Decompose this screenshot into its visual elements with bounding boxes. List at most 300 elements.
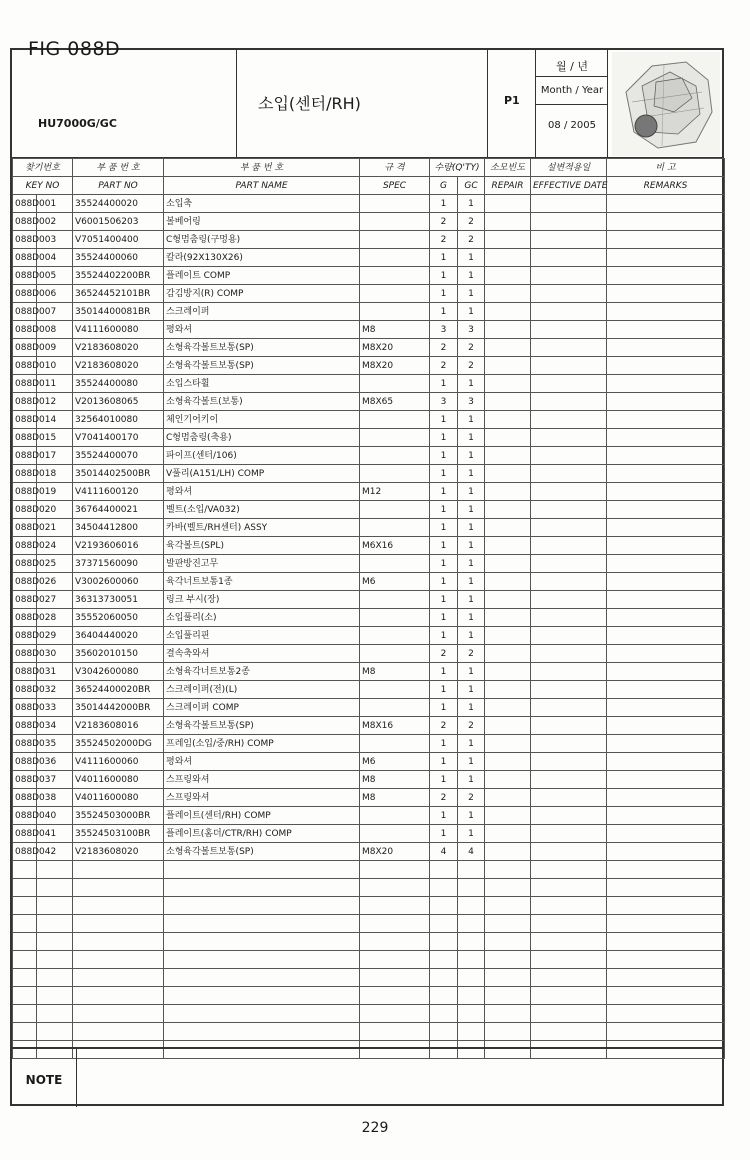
note-label: NOTE	[12, 1049, 77, 1107]
key-no-cell: 014	[37, 411, 73, 429]
qty-g-cell: 1	[430, 825, 458, 843]
table-row	[13, 393, 725, 411]
spec-cell	[360, 447, 430, 465]
spec-cell	[360, 699, 430, 717]
table-row	[13, 267, 725, 285]
key-no-cell: 010	[37, 357, 73, 375]
table-row	[13, 321, 725, 339]
effective-date-header: 설변적용일	[531, 159, 607, 177]
part-no-header-english: PART NO	[73, 177, 164, 195]
figure-code-cell: 088D	[13, 519, 37, 537]
qty-gc-cell: 1	[458, 699, 485, 717]
part-no-cell: 36524400020BR	[73, 681, 164, 699]
remarks-cell	[607, 213, 725, 231]
figure-code-cell: 088D	[13, 843, 37, 861]
key-no-cell: 004	[37, 249, 73, 267]
key-no-cell: 019	[37, 483, 73, 501]
spec-cell	[360, 609, 430, 627]
figure-code-cell: 088D	[13, 699, 37, 717]
page-title: 소입(센터/RH)	[258, 94, 361, 113]
part-name-header: 부 품 번 호	[164, 159, 360, 177]
qty-gc-cell: 2	[458, 789, 485, 807]
effective-date-cell	[531, 375, 607, 393]
repair-cell	[485, 267, 531, 285]
part-name-cell	[164, 951, 360, 969]
parts-table-wrapper	[12, 158, 724, 1059]
key-no-cell: 006	[37, 285, 73, 303]
part-name-cell: 링크 부시(장)	[164, 591, 360, 609]
qty-gc-cell: 1	[458, 375, 485, 393]
part-name-cell: 체인기어키이	[164, 411, 360, 429]
effective-date-cell	[531, 357, 607, 375]
key-no-cell	[37, 897, 73, 915]
part-name-cell: 플레이트(센터/RH) COMP	[164, 807, 360, 825]
remarks-cell	[607, 195, 725, 213]
remarks-cell	[607, 969, 725, 987]
effective-date-cell	[531, 393, 607, 411]
qty-gc-cell: 2	[458, 717, 485, 735]
key-no-cell: 028	[37, 609, 73, 627]
repair-cell	[485, 951, 531, 969]
effective-date-cell	[531, 879, 607, 897]
key-no-cell	[37, 969, 73, 987]
spec-cell	[360, 555, 430, 573]
repair-cell	[485, 663, 531, 681]
key-no-cell: 012	[37, 393, 73, 411]
part-name-cell: 파이프(센터/106)	[164, 447, 360, 465]
note-box	[12, 1047, 724, 1107]
part-no-cell: 35524400060	[73, 249, 164, 267]
qty-g-cell: 2	[430, 357, 458, 375]
qty-g-cell: 2	[430, 231, 458, 249]
part-no-cell: 36524452101BR	[73, 285, 164, 303]
key-header: 찾기번호	[13, 159, 73, 177]
part-no-cell: 35524400070	[73, 447, 164, 465]
part-no-cell: V3042600080	[73, 663, 164, 681]
repair-cell	[485, 375, 531, 393]
figure-code-cell	[13, 1023, 37, 1041]
spec-cell	[360, 951, 430, 969]
repair-cell	[485, 213, 531, 231]
part-name-cell: 평와셔	[164, 483, 360, 501]
key-no-cell: 011	[37, 375, 73, 393]
key-no-cell: 002	[37, 213, 73, 231]
effective-date-cell	[531, 411, 607, 429]
figure-code-cell: 088D	[13, 267, 37, 285]
key-no-cell	[37, 861, 73, 879]
spec-cell	[360, 627, 430, 645]
qty-gc-cell: 1	[458, 303, 485, 321]
qty-gc-cell: 2	[458, 645, 485, 663]
parts-table-body	[13, 195, 725, 1059]
spec-header-english: SPEC	[360, 177, 430, 195]
remarks-cell	[607, 321, 725, 339]
qty-gc-cell: 1	[458, 195, 485, 213]
figure-code-cell: 088D	[13, 627, 37, 645]
remarks-cell	[607, 825, 725, 843]
effective-date-cell	[531, 285, 607, 303]
remarks-cell	[607, 681, 725, 699]
effective-date-cell	[531, 843, 607, 861]
effective-date-cell	[531, 609, 607, 627]
figure-code-cell: 088D	[13, 789, 37, 807]
table-row	[13, 1023, 725, 1041]
part-name-cell: 소형육각볼트보통(SP)	[164, 339, 360, 357]
repair-cell	[485, 1005, 531, 1023]
spec-cell	[360, 807, 430, 825]
repair-cell	[485, 357, 531, 375]
part-no-cell: V7051400400	[73, 231, 164, 249]
part-no-cell: 35524400080	[73, 375, 164, 393]
effective-date-cell	[531, 429, 607, 447]
divider	[536, 76, 608, 77]
spec-cell	[360, 681, 430, 699]
date-value: 08 / 2005	[548, 120, 596, 131]
effective-date-cell	[531, 789, 607, 807]
table-row	[13, 681, 725, 699]
part-no-cell: 35524502000DG	[73, 735, 164, 753]
repair-cell	[485, 501, 531, 519]
qty-gc-cell: 1	[458, 429, 485, 447]
qty-gc-cell: 1	[458, 537, 485, 555]
part-no-cell: 36404440020	[73, 627, 164, 645]
part-name-cell: 스크레이퍼(전)(L)	[164, 681, 360, 699]
qty-g-cell: 1	[430, 735, 458, 753]
key-no-cell	[37, 1023, 73, 1041]
key-no-cell: 034	[37, 717, 73, 735]
spec-cell	[360, 897, 430, 915]
repair-cell	[485, 807, 531, 825]
remarks-cell	[607, 789, 725, 807]
key-no-cell: 037	[37, 771, 73, 789]
table-row	[13, 339, 725, 357]
qty-g-cell	[430, 1023, 458, 1041]
part-name-cell: 칼라(92X130X26)	[164, 249, 360, 267]
spec-cell: M8	[360, 663, 430, 681]
spec-cell	[360, 249, 430, 267]
part-name-cell: 카바(벨트/RH센터) ASSY	[164, 519, 360, 537]
repair-cell	[485, 681, 531, 699]
header-row-english	[13, 177, 725, 195]
part-name-cell: 발판방진고무	[164, 555, 360, 573]
repair-cell	[485, 879, 531, 897]
remarks-cell	[607, 897, 725, 915]
spec-cell: M8	[360, 789, 430, 807]
effective-date-cell	[531, 447, 607, 465]
part-name-cell: 소입풀리(소)	[164, 609, 360, 627]
spec-cell	[360, 915, 430, 933]
qty-g-cell	[430, 861, 458, 879]
spec-cell	[360, 987, 430, 1005]
qty-g-cell: 1	[430, 807, 458, 825]
part-name-cell: 육각너트보통1종	[164, 573, 360, 591]
figure-code-cell: 088D	[13, 825, 37, 843]
effective-date-cell	[531, 555, 607, 573]
qty-g-cell: 1	[430, 411, 458, 429]
divider	[536, 104, 608, 105]
qty-gc-cell	[458, 861, 485, 879]
effective-date-cell	[531, 915, 607, 933]
part-name-cell: 감김방지(R) COMP	[164, 285, 360, 303]
qty-g-cell: 1	[430, 591, 458, 609]
spec-cell	[360, 501, 430, 519]
part-name-cell	[164, 933, 360, 951]
effective-date-cell	[531, 213, 607, 231]
table-row	[13, 825, 725, 843]
key-no-cell: 003	[37, 231, 73, 249]
table-row	[13, 915, 725, 933]
effective-date-cell	[531, 933, 607, 951]
table-row	[13, 807, 725, 825]
effective-date-cell	[531, 249, 607, 267]
table-row	[13, 843, 725, 861]
key-no-cell: 036	[37, 753, 73, 771]
qty-g-cell	[430, 951, 458, 969]
figure-code-cell: 088D	[13, 393, 37, 411]
part-no-cell	[73, 915, 164, 933]
table-row	[13, 213, 725, 231]
key-no-cell: 015	[37, 429, 73, 447]
spec-cell	[360, 429, 430, 447]
qty-gc-cell: 1	[458, 663, 485, 681]
remarks-cell	[607, 699, 725, 717]
part-no-cell	[73, 951, 164, 969]
effective-date-cell	[531, 735, 607, 753]
qty-gc-cell: 1	[458, 771, 485, 789]
qty-gc-cell: 1	[458, 249, 485, 267]
key-no-cell: 040	[37, 807, 73, 825]
part-no-cell: 35014400081BR	[73, 303, 164, 321]
table-row	[13, 771, 725, 789]
repair-cell	[485, 645, 531, 663]
part-no-cell: V2183608020	[73, 339, 164, 357]
repair-cell	[485, 411, 531, 429]
part-name-cell	[164, 1005, 360, 1023]
part-no-cell: 35014402500BR	[73, 465, 164, 483]
spec-cell	[360, 303, 430, 321]
part-name-cell: 평와셔	[164, 753, 360, 771]
qty-g-cell: 2	[430, 339, 458, 357]
qty-gc-cell: 1	[458, 483, 485, 501]
key-no-cell	[37, 933, 73, 951]
spec-cell: M12	[360, 483, 430, 501]
effective-date-header-english: EFFECTIVE DATE	[531, 177, 607, 195]
remarks-cell	[607, 267, 725, 285]
key-no-cell	[37, 987, 73, 1005]
effective-date-cell	[531, 717, 607, 735]
qty-g-cell	[430, 987, 458, 1005]
repair-cell	[485, 789, 531, 807]
spec-cell	[360, 411, 430, 429]
remarks-cell	[607, 645, 725, 663]
table-row	[13, 987, 725, 1005]
qty-g-cell: 1	[430, 267, 458, 285]
remarks-cell	[607, 447, 725, 465]
effective-date-cell	[531, 897, 607, 915]
remarks-cell	[607, 231, 725, 249]
figure-header-cell	[10, 48, 237, 158]
figure-code-cell: 088D	[13, 753, 37, 771]
figure-code-cell: 088D	[13, 717, 37, 735]
qty-g-cell: 1	[430, 573, 458, 591]
repair-cell	[485, 519, 531, 537]
figure-code-cell: 088D	[13, 501, 37, 519]
effective-date-cell	[531, 969, 607, 987]
remarks-cell	[607, 1005, 725, 1023]
page-code: P1	[504, 94, 520, 107]
qty-gc-cell: 1	[458, 681, 485, 699]
table-row	[13, 285, 725, 303]
spec-cell	[360, 465, 430, 483]
part-no-cell: 34504412800	[73, 519, 164, 537]
effective-date-cell	[531, 699, 607, 717]
table-row	[13, 861, 725, 879]
qty-gc-cell: 1	[458, 519, 485, 537]
table-row	[13, 501, 725, 519]
repair-header-english: REPAIR	[485, 177, 531, 195]
qty-g-cell	[430, 969, 458, 987]
qty-gc-cell: 1	[458, 285, 485, 303]
qty-gc-cell: 1	[458, 807, 485, 825]
key-no-cell: 017	[37, 447, 73, 465]
table-row	[13, 519, 725, 537]
page-number: 229	[361, 1120, 389, 1136]
figure-code-cell: 088D	[13, 555, 37, 573]
remarks-cell	[607, 519, 725, 537]
qty-g-cell: 1	[430, 465, 458, 483]
part-name-cell	[164, 1023, 360, 1041]
figure-code-cell	[13, 951, 37, 969]
qty-gc-cell: 1	[458, 753, 485, 771]
qty-g-cell: 1	[430, 447, 458, 465]
remarks-cell	[607, 735, 725, 753]
qty-gc-cell	[458, 1023, 485, 1041]
remarks-cell	[607, 879, 725, 897]
effective-date-cell	[531, 681, 607, 699]
qty-g-cell: 3	[430, 393, 458, 411]
part-no-cell	[73, 933, 164, 951]
repair-cell	[485, 339, 531, 357]
qty-g-cell: 1	[430, 555, 458, 573]
table-row	[13, 537, 725, 555]
part-no-cell: V6001506203	[73, 213, 164, 231]
table-row	[13, 789, 725, 807]
key-no-cell: 035	[37, 735, 73, 753]
spec-cell: M8X20	[360, 339, 430, 357]
key-no-cell: 033	[37, 699, 73, 717]
repair-cell	[485, 609, 531, 627]
remarks-cell	[607, 987, 725, 1005]
part-name-cell: 소형육각볼트(보통)	[164, 393, 360, 411]
part-name-cell: 플레이트(홈더/CTR/RH) COMP	[164, 825, 360, 843]
key-no-cell: 032	[37, 681, 73, 699]
part-no-cell: 36313730051	[73, 591, 164, 609]
part-no-cell	[73, 861, 164, 879]
repair-cell	[485, 717, 531, 735]
figure-code-cell: 088D	[13, 195, 37, 213]
effective-date-cell	[531, 807, 607, 825]
qty-gc-cell: 2	[458, 339, 485, 357]
qty-g-cell: 4	[430, 843, 458, 861]
qty-gc-cell: 2	[458, 357, 485, 375]
repair-cell	[485, 753, 531, 771]
qty-gc-cell: 1	[458, 501, 485, 519]
table-row	[13, 465, 725, 483]
qty-gc-cell: 2	[458, 231, 485, 249]
part-name-cell: 스크레이퍼	[164, 303, 360, 321]
repair-cell	[485, 285, 531, 303]
table-row	[13, 375, 725, 393]
figure-code-cell: 088D	[13, 537, 37, 555]
repair-cell	[485, 897, 531, 915]
key-no-cell: 042	[37, 843, 73, 861]
remarks-cell	[607, 933, 725, 951]
qty-g-cell: 1	[430, 195, 458, 213]
figure-code-cell	[13, 1005, 37, 1023]
figure-number: FIG 088D	[28, 38, 121, 60]
qty-g-cell: 2	[430, 645, 458, 663]
table-row	[13, 951, 725, 969]
part-no-header: 부 품 번 호	[73, 159, 164, 177]
effective-date-cell	[531, 825, 607, 843]
part-name-cell: 결속축와셔	[164, 645, 360, 663]
part-name-cell: 소형육각볼트보통(SP)	[164, 843, 360, 861]
assembly-thumbnail	[612, 52, 720, 156]
figure-code-cell: 088D	[13, 609, 37, 627]
remarks-cell	[607, 555, 725, 573]
table-row	[13, 591, 725, 609]
qty-gc-cell: 1	[458, 465, 485, 483]
part-no-cell: 35524400020	[73, 195, 164, 213]
effective-date-cell	[531, 573, 607, 591]
table-row	[13, 357, 725, 375]
part-name-cell	[164, 861, 360, 879]
spec-cell: M8X65	[360, 393, 430, 411]
table-row	[13, 717, 725, 735]
qty-g-cell: 1	[430, 537, 458, 555]
qty-gc-cell	[458, 933, 485, 951]
part-name-cell	[164, 879, 360, 897]
part-no-cell: V4111600120	[73, 483, 164, 501]
effective-date-cell	[531, 663, 607, 681]
part-no-cell: V4111600080	[73, 321, 164, 339]
spec-cell	[360, 1005, 430, 1023]
effective-date-cell	[531, 1005, 607, 1023]
parts-table	[12, 158, 725, 1059]
key-no-cell	[37, 1005, 73, 1023]
effective-date-cell	[531, 771, 607, 789]
remarks-cell	[607, 285, 725, 303]
part-name-cell: 소형육각볼트보통(SP)	[164, 357, 360, 375]
key-no-cell: 020	[37, 501, 73, 519]
qty-g-cell: 1	[430, 681, 458, 699]
table-row	[13, 411, 725, 429]
remarks-cell	[607, 483, 725, 501]
part-no-cell: 35524402200BR	[73, 267, 164, 285]
key-no-cell: 005	[37, 267, 73, 285]
repair-cell	[485, 195, 531, 213]
figure-code-cell: 088D	[13, 429, 37, 447]
key-no-cell: 021	[37, 519, 73, 537]
spec-cell	[360, 1023, 430, 1041]
part-name-cell: V풀리(A151/LH) COMP	[164, 465, 360, 483]
table-row	[13, 627, 725, 645]
repair-cell	[485, 987, 531, 1005]
spec-cell	[360, 969, 430, 987]
part-no-cell	[73, 969, 164, 987]
qty-g-cell	[430, 879, 458, 897]
part-name-cell: 소입축	[164, 195, 360, 213]
